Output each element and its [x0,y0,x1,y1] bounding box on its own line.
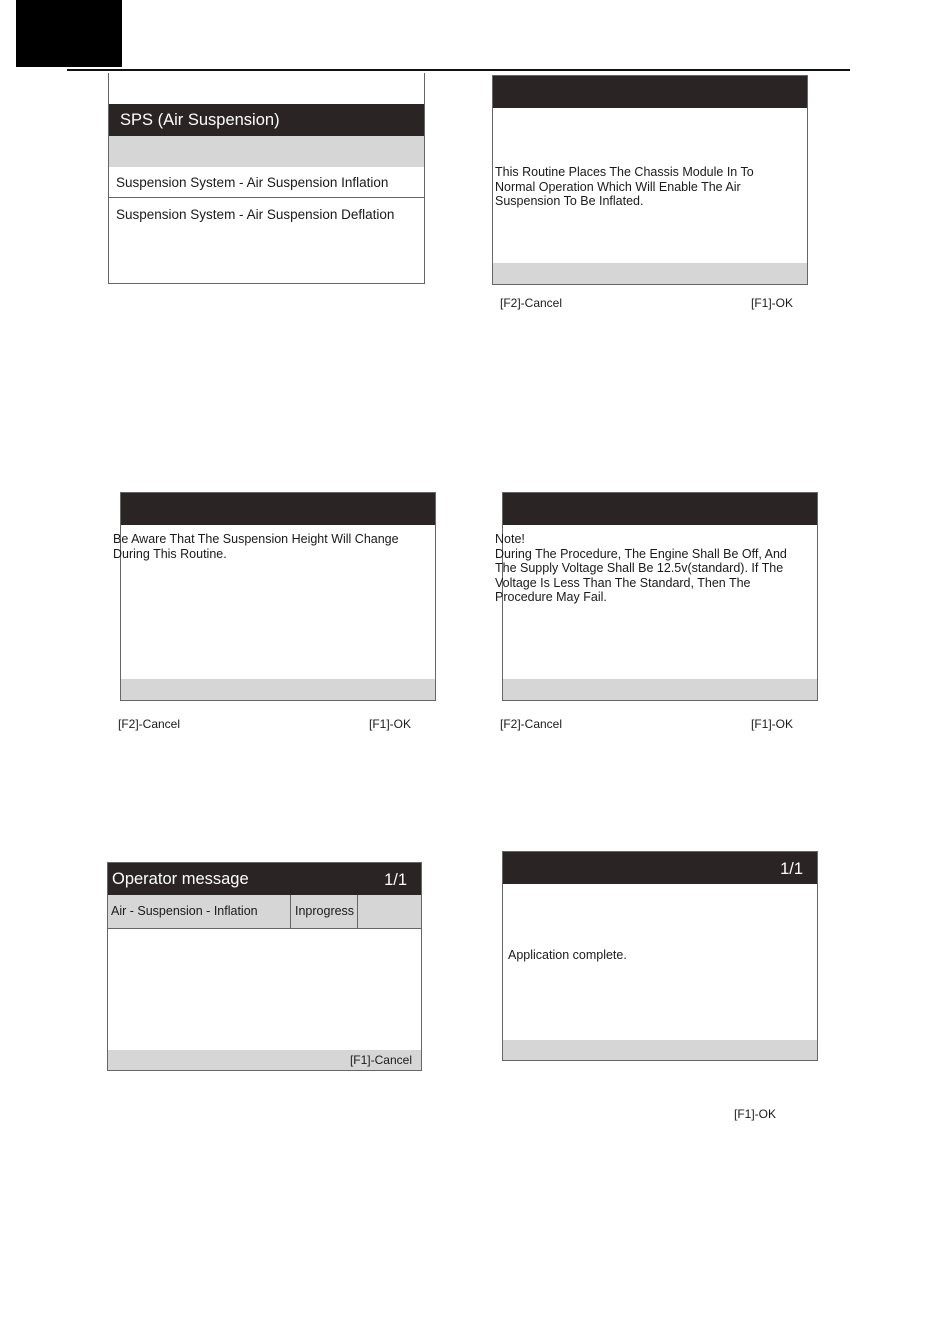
routine-info-titlebar [493,76,807,108]
height-warning-screen [113,492,436,701]
page-indicator: 1/1 [780,860,803,878]
header-rule [67,69,850,71]
operation-status-row [108,895,421,929]
sps-menu-screen [108,73,425,284]
menu-item-air-suspension-inflation[interactable]: Suspension System - Air Suspension Inflation [109,167,424,198]
operator-message-titlebar [108,863,421,895]
routine-info-footer-bar [493,263,807,284]
cancel-button[interactable]: [F2]-Cancel [500,717,563,731]
height-warning-titlebar [121,493,435,525]
ok-button[interactable]: [F1]-OK [369,717,412,731]
ok-button[interactable]: [F1]-OK [751,717,794,731]
voltage-note-screen [495,492,818,701]
cancel-button[interactable]: [F2]-Cancel [500,296,563,310]
menu-item-air-suspension-deflation[interactable]: Suspension System - Air Suspension Deflation [116,207,395,222]
operator-message-screen [107,862,422,1071]
status-badge: Inprogress [291,895,358,928]
operator-message-title: Operator message [112,870,249,888]
completion-message: Application complete. [508,948,627,962]
completion-screen [502,851,818,1061]
sps-menu-title: SPS (Air Suspension) [109,104,424,136]
corner-block [16,0,122,67]
voltage-note-footer-bar [503,679,817,700]
height-warning-footer-bar [121,679,435,700]
ok-button[interactable]: [F1]-OK [751,296,794,310]
routine-info-screen [492,75,808,285]
cancel-button[interactable]: [F2]-Cancel [118,717,181,731]
operation-name: Air - Suspension - Inflation [108,895,291,928]
height-warning-message: Be Aware That The Suspension Height Will Change During This Routine. [113,532,399,561]
cancel-button[interactable]: [F1]-Cancel [349,1053,412,1067]
voltage-note-titlebar [503,493,817,525]
completion-titlebar [503,852,817,884]
completion-footer-bar [503,1040,817,1060]
sps-menu-subheader-bar [109,136,424,167]
voltage-note-message: Note! During The Procedure, The Engine Shall Be Off, And The Supply Voltage Shall Be 12.5v(standard). If The Voltage Is Less Than The Standard, Then The Procedure May Fail. [495,532,787,604]
page-indicator: 1/1 [384,871,407,889]
routine-info-message: This Routine Places The Chassis Module In To Normal Operation Which Will Enable The Air Suspension To Be Inflated. [495,165,754,208]
ok-button[interactable]: [F1]-OK [734,1107,777,1121]
